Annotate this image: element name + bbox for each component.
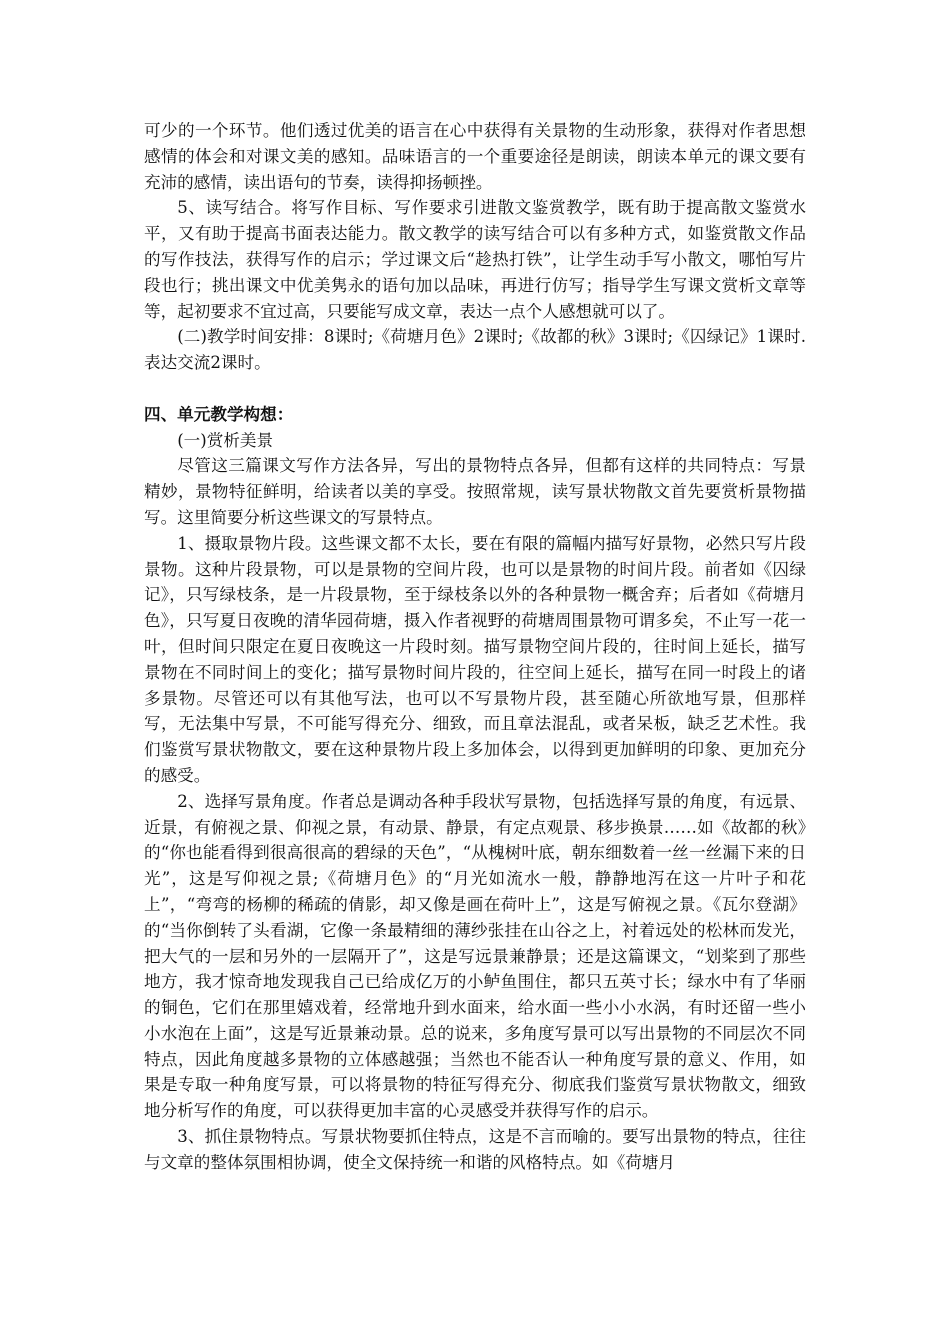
- blank-line: [144, 376, 806, 402]
- paragraph-point-2: 2、选择写景角度。作者总是调动各种手段状写景物，包括选择写景的角度，有远景、近景，有俯视之景、仰视之景，有动景、静景，有定点观景、移步换景……如《故都的秋》的“你也能看得到很高很高的碧绿的天色”，“从槐树叶底，朝东细数着一丝一丝漏下来的日光”，这是写仰视之景;《荷塘月色》的“月光如流水一般，静静地泻在这一片叶子和花上”，“弯弯的杨柳的稀疏的倩影，却又像是画在荷叶上”，这是写俯视之景。《瓦尔登湖》的“当你倒转了头看湖，它像一条最精细的薄纱张挂在山谷之上，衬着远处的松林而发光，把大气的一层和另外的一层隔开了”，这是写远景兼静景；还是这篇课文，“划桨到了那些地方，我才惊奇地发现我自己已给成亿万的小鲈鱼围住，都只五英寸长；绿水中有了华丽的铜色，它们在那里嬉戏着，经常地升到水面来，给水面一些小小水涡，有时还留一些小小水泡在上面”，这是写近景兼动景。总的说来，多角度写景可以写出景物的不同层次不同特点，因此角度越多景物的立体感越强；当然也不能否认一种角度写景的意义、作用，如果是专取一种角度写景，可以将景物的特征写得充分、彻底我们鉴赏写景状物散文，细致地分析写作的角度，可以获得更加丰富的心灵感受并获得写作的启示。: [144, 791, 806, 1121]
- paragraph-reading-writing: 5、读写结合。将写作目标、写作要求引进散文鉴赏教学，既有助于提高散文鉴赏水平，又有助于提高书面表达能力。散文教学的读写结合可以有多种方式，如鉴赏散文作品的写作技法，获得写作的启示；学过课文后“趁热打铁”，让学生动手写小散文，哪怕写片段也行；挑出课文中优美隽永的语句加以品味，再进行仿写；指导学生写课文赏析文章等等，起初要求不宜过高，只要能写成文章，表达一点个人感想就可以了。: [144, 198, 806, 321]
- paragraph-point-1: 1、摄取景物片段。这些课文都不太长，要在有限的篇幅内描写好景物，必然只写片段景物。这种片段景物，可以是景物的空间片段，也可以是景物的时间片段。前者如《囚绿记》，只写绿枝条，是一片段景物，至于绿枝条以外的各种景物一概舍弃；后者如《荷塘月色》，只写夏日夜晚的清华园荷塘，摄入作者视野的荷塘周围景物可谓多矣，不止写一花一叶，但时间只限定在夏日夜晚这一片段时刻。描写景物空间片段的，往时间上延长，描写景物在不同时间上的变化；描写景物时间片段的，往空间上延长，描写在同一时段上的诸多景物。尽管还可以有其他写法，也可以不写景物片段，甚至随心所欲地写景，但那样写，无法集中写景，不可能写得充分、细致，而且章法混乱，或者呆板，缺乏艺术性。我们鉴赏写景状物散文，要在这种景物片段上多加体会，以得到更加鲜明的印象、更加充分的感受。: [144, 533, 806, 785]
- paragraph-schedule: (二)教学时间安排：8课时;《荷塘月色》2课时;《故都的秋》3课时;《囚绿记》1课时.表达交流2课时。: [144, 327, 806, 373]
- paragraph-intro: 尽管这三篇课文写作方法各异，写出的景物特点各异，但都有这样的共同特点：写景精妙，景物特征鲜明，给读者以美的享受。按照常规，读写景状物散文首先要赏析景物描写。这里简要分析这些课文的写景特点。: [144, 456, 806, 527]
- paragraph-point-3: 3、抓住景物特点。写景状物要抓住特点，这是不言而喻的。要写出景物的特点，往往与文章的整体氛围相协调，使全文保持统一和谐的风格特点。如《荷塘月: [144, 1127, 806, 1172]
- paragraph-continuation: 可少的一个环节。他们透过优美的语言在心中获得有关景物的生动形象，获得对作者思想感情的体会和对课文美的感知。品味语言的一个重要途径是朗读，朗读本单元的课文要有充沛的感情，读出语句的节奏，读得抑扬顿挫。: [144, 121, 806, 192]
- subsection-heading: (一)赏析美景: [177, 430, 274, 450]
- section-heading: 四、单元教学构想：: [144, 403, 294, 424]
- document-page: [144, 118, 806, 1176]
